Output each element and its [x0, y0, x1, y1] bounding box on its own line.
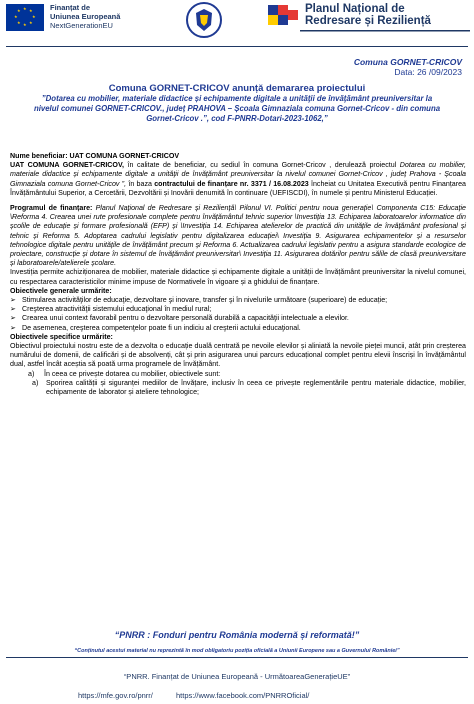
specific-objectives-heading: Obiectivele specifice urmărite: [10, 332, 113, 341]
document-date: Data: 26 /09/2023 [394, 67, 462, 77]
intro-text-3: încheiat cu Unitatea Executivă pentru Finanțarea Învățământului Superior, a Cercetării, Dezvoltării și Inovării denumită în continuare (UEFISCDI), în numele și pentru Ministerul Educației. [10, 179, 466, 197]
commune-name: Comuna GORNET-CRICOV [353, 57, 462, 67]
eu-flag-logo: ★ ★ ★ ★ ★ ★ ★ ★ [6, 4, 44, 31]
footer-funding-line: “PNRR. Finanțat de Uniunea Europeană - UrmătoareaGenerațieUE” [123, 672, 351, 681]
list-marker: a) [28, 369, 35, 378]
document-title: Comuna GORNET-CRICOV anunță demararea proiectului [108, 83, 366, 94]
arrow-bullet-icon: ➢ [10, 296, 16, 305]
project-subtitle: ”Dotarea cu mobilier, materiale didactice și echipamente digitale a unităţii de învăţământ preuniversitar la nivelul comunei GORNET-CRICOV., județ PRAHOVA – Școala Gimnaziala comuna Gornet-Cricov - din comuna Gornet-Cricov .”, cod F-PNRR-Dotari-2023-1062,” [33, 94, 441, 123]
facebook-page-link[interactable]: https://www.facebook.com/PNRROficial/ [176, 691, 310, 700]
eu-funding-label [50, 3, 120, 30]
disclaimer-text: “Conținutul acestui material nu reprezintă în mod obligatoriu poziția oficială a Uniunii Europene sau a Guvernului României” [74, 648, 400, 654]
government-crest-logo [184, 1, 224, 39]
arrow-bullet-icon: ➢ [10, 305, 16, 314]
general-objective-3: Crearea unui context favorabil pentru o dezvoltare personală durabilă a capacităţii intelectuale a elevilor. [22, 314, 349, 323]
list-item [10, 379, 466, 397]
program-label: Programul de finanțare: [10, 204, 93, 213]
pnrr-title [305, 3, 431, 27]
contract-number: contractului de finanțare nr. 3371 / 16.08.2023 [154, 179, 309, 188]
eu-label-line2: Uniunea Europeană [50, 12, 121, 21]
list-item [10, 314, 466, 323]
eu-label-line1: Finanțat de [50, 3, 91, 12]
pnrr-title-line1: Planul Național de [305, 3, 405, 15]
mfe-website-link[interactable]: https://mfe.gov.ro/pnrr/ [78, 691, 153, 700]
specific-objectives-text: Obiectivul proiectului nostru este de a dezvolta o educație duală centrată pe nevoile elevilor și aliniată la nevoile pieței muncii, atât prin creșterea numărului de domenii, de calificări și de absolvenți, cât și prin asigurarea unui parcurs educațional complet pentru elevii înscriși în învățământul dual, astfel încât aceștia să poată urma programele de învățământ. [10, 342, 466, 369]
general-objectives-heading: Obiectivele generale urmărite: [10, 286, 112, 295]
list-marker: a) [32, 378, 39, 387]
intro-text-1: în calitate de beneficiar, cu sediul în comuna Gornet-Cricov , derulează proiectul [124, 161, 400, 170]
beneficiary-name: UAT COMUNA GORNET-CRICOV, [10, 161, 124, 170]
list-item [10, 370, 466, 379]
arrow-bullet-icon: ➢ [10, 314, 16, 323]
header-divider [6, 46, 468, 47]
eu-label-line3: NextGenerationEU [50, 21, 113, 30]
pnrr-slogan: “PNRR : Fonduri pentru România modernă și reformată!” [114, 630, 360, 640]
paragraph-investment: Investiția permite achiziționarea de mobilier, materiale didactice și echipamente digitale a unității de învățământ preuniversitar la nivelul comunei, cu respectarea caracteristicilor minime impuse de Normativele în vigoare și a ghidului de finanțare. [10, 268, 466, 286]
list-item [10, 296, 466, 305]
document-body [10, 152, 466, 397]
paragraph-intro [10, 161, 466, 198]
paragraph-program [10, 204, 466, 268]
program-text: Planul Național de Redresare și Reziliență\ Pilonul VI. Politici pentru noua generație\ Componenta C15: Educație \Reforma 4. Crearea unei rute profesionale complete pentru învățământul tehnic superior \Investiția 13. Echiparea laboratoarelor informatice din școlile de educație și formare profesională (EFP) și \Investiția 14. Echiparea atelierelor de practică din unitățile de învățământ profesional și tehnic și Reforma 5. Adoptarea cadrului legislativ pentru digitalizarea educației\ Investiția 9. Asigurarea echipamentelor și a resurselor tehnologice digitale pentru unitățile de învățământ precum și Reforma 6. Actualizarea cadrului legislativ pentru a asigura standarde ecologice de proiectare, construcție și dotare în sistemul de învățământ preuniversitar\ Investiția 11. Asigurarea dotărilor pentru sălile de clasă preuniversitare și laboratoarele/atelierele școlare. [10, 204, 466, 268]
general-objective-1: Stimularea activităţilor de educaţie, dezvoltare şi inovare, transfer şi în nivelurile următoare (superioare) de educație; [22, 296, 388, 305]
beneficiary-label: Nume beneficiar: UAT COMUNA GORNET-CRICOV [10, 152, 180, 160]
pnrr-title-line2: Redresare și Reziliență [305, 15, 431, 27]
footer-divider [6, 657, 468, 658]
list-item [10, 305, 466, 314]
general-objective-4: De asemenea, creşterea competenţelor poate fi un indiciu al creşterii actului educaţional. [22, 323, 301, 332]
specific-objective-a1: Sporirea calității și siguranței mediilor de învățare, inclusiv în ceea ce privește reglementările pentru materiale didactice, mobilier, echipamente de laborator și ateliere tehnologice; [46, 378, 466, 397]
list-item [10, 324, 466, 333]
arrow-bullet-icon: ➢ [10, 323, 16, 332]
specific-objective-a: În ceea ce privește dotarea cu mobilier, obiectivele sunt: [44, 369, 221, 378]
intro-text-2: în baza [126, 179, 155, 188]
general-objective-2: Creşterea atractivităţii sistemului educaţional în mediul rural; [22, 305, 212, 314]
project-name-italic: Dotarea cu mobilier, materiale didactice și echipamente digitale a unităţii de învăţământ preuniversitar la nivelul comunei Gornet-Cricov , județ Prahova - Școala Gimnaziala comuna Gornet-Cricov ”, [10, 161, 467, 188]
